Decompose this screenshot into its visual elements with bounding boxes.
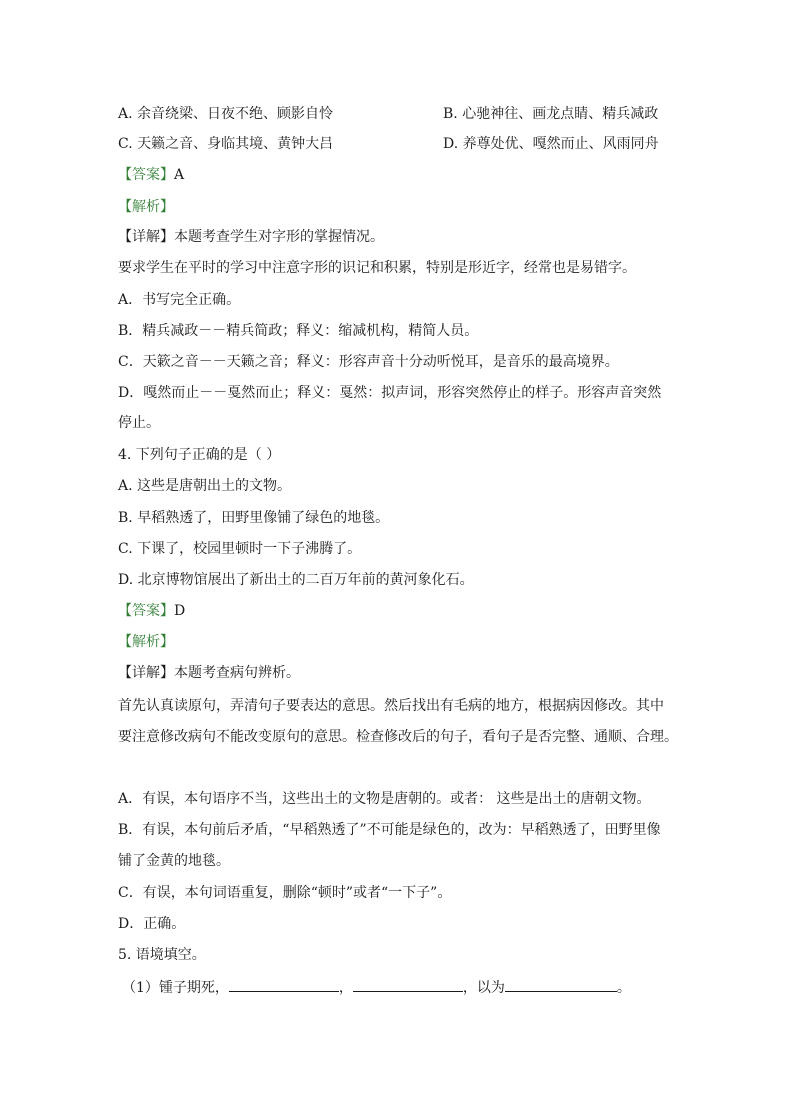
analysis-tag: 【解析】 [118,634,174,650]
q3-explanation-line: B．精兵减政－－精兵简政；释义：缩减机构，精简人员。 [118,323,479,339]
q4-explanation-line: 首先认真读原句，弄清句子要表达的意思。然后找出有毛病的地方，根据病因修改。其中 [118,698,664,714]
q4-fix-line: B．有误，本句前后矛盾，“早稻熟透了”不可能是绿色的，改为：早稻熟透了，田野里像 [118,822,661,838]
fill-blank-3[interactable] [505,976,617,992]
answer-value: D [174,603,186,619]
q5-separator: ， [338,980,353,996]
q3-detail [118,227,384,247]
analysis-tag: 【解析】 [118,199,174,215]
q3-option-d: D. 养尊处优、嘎然而止、风雨同舟 [443,136,659,152]
q3-explanation-line: C．天簌之音－－天籁之音；释义：形容声音十分动听悦耳，是音乐的最高境界。 [118,354,619,370]
q3-explanation-line: 要求学生在平时的学习中注意字形的识记和积累，特别是形近字，经常也是易错字。 [118,260,636,276]
fill-blank-2[interactable] [353,976,463,992]
detail-tag: 【详解】 [118,665,174,681]
q5-item-1 [122,976,631,998]
q4-option-c: C. 下课了，校园里顿时一下子沸腾了。 [118,541,362,557]
q4-option-d: D. 北京博物馆展出了新出土的二百万年前的黄河象化石。 [118,572,474,588]
q3-option-a: A. 余音绕梁、日夜不绝、顾影自怜 [118,106,334,122]
q4-detail [118,663,300,683]
q4-analysis-tag [118,632,174,652]
q3-answer [118,165,184,185]
detail-tag: 【详解】 [118,229,174,245]
detail-text: 本题考查学生对字形的掌握情况。 [174,229,384,245]
fill-blank-1[interactable] [229,976,339,992]
q4-fix-line: A．有误，本句语序不当，这些出土的文物是唐朝的。或者： 这些是出土的唐朝文物。 [118,791,651,807]
q3-explanation-line: 停止。 [118,415,160,431]
q3-analysis-tag [118,197,174,217]
q4-question: 4. 下列句子正确的是（ ） [118,447,281,463]
answer-value: A [174,167,185,183]
q4-option-b: B. 早稻熟透了，田野里像铺了绿色的地毯。 [118,510,390,526]
q3-explanation-line: D．嘎然而止－－戛然而止；释义：戛然：拟声词，形容突然停止的样子。形容声音突然 [118,385,662,401]
q3-option-b: B. 心驰神往、画龙点睛、精兵减政 [443,106,659,122]
q4-fix-line: C．有误，本句词语重复，删除“顿时”或者“一下子”。 [118,885,452,901]
q4-fix-line: D．正确。 [118,916,186,932]
answer-tag: 【答案】 [118,603,174,619]
q4-fix-line: 铺了金黄的地毯。 [118,853,230,869]
detail-text: 本题考查病句辨析。 [174,665,300,681]
q5-title: 5. 语境填空。 [118,947,206,963]
q3-explanation-line: A．书写完全正确。 [118,292,241,308]
q5-end: 。 [616,980,631,996]
q5-item-1-prefix: （1）锺子期死， [122,980,229,996]
q3-option-c: C. 天籁之音、身临其境、黄钟大吕 [118,136,334,152]
q4-explanation-line: 要注意修改病句不能改变原句的意思。检查修改后的句子，看句子是否完整、通顺、合理。 [118,729,678,745]
q4-answer [118,601,185,621]
q5-separator: ，以为 [462,980,505,996]
q4-option-a: A. 这些是唐朝出土的文物。 [118,478,292,494]
answer-tag: 【答案】 [118,167,174,183]
